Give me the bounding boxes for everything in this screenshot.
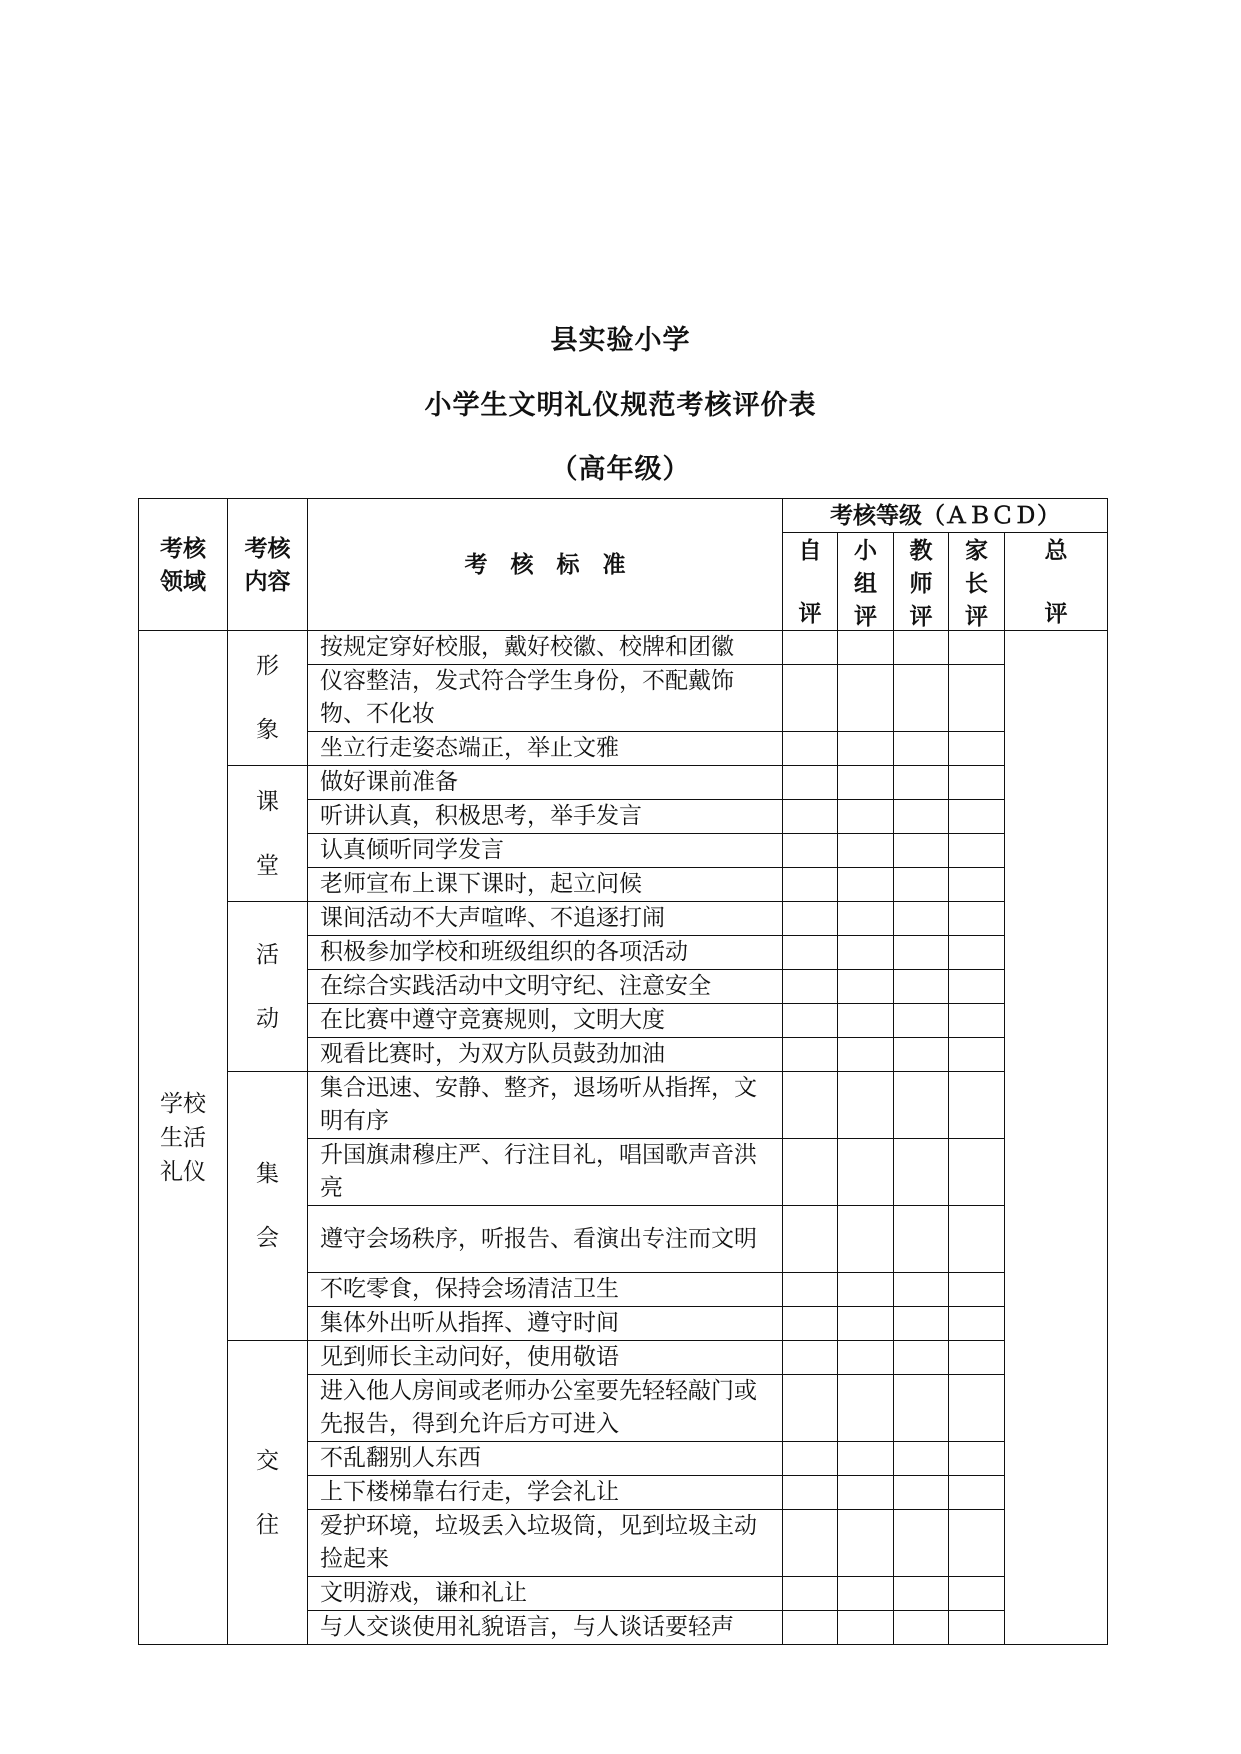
score-cell[interactable] — [783, 1375, 838, 1442]
criterion-text: 爱护环境，垃圾丢入垃圾筒，见到垃圾主动捡起来 — [308, 1510, 783, 1577]
score-cell[interactable] — [783, 1510, 838, 1577]
score-cell[interactable] — [894, 936, 949, 970]
score-cell[interactable] — [894, 1139, 949, 1206]
score-cell[interactable] — [949, 631, 1005, 665]
score-cell[interactable] — [894, 800, 949, 834]
score-cell[interactable] — [894, 1577, 949, 1611]
criterion-text: 听讲认真，积极思考，举手发言 — [308, 800, 783, 834]
score-cell[interactable] — [949, 665, 1005, 732]
score-cell[interactable] — [949, 800, 1005, 834]
score-cell[interactable] — [838, 766, 894, 800]
score-cell[interactable] — [783, 1442, 838, 1476]
category-cell: 集 会 — [228, 1072, 308, 1341]
score-cell[interactable] — [949, 1510, 1005, 1577]
criterion-text: 不乱翻别人东西 — [308, 1442, 783, 1476]
criterion-text: 进入他人房间或老师办公室要先轻轻敲门或先报告，得到允许后方可进入 — [308, 1375, 783, 1442]
criterion-text: 观看比赛时，为双方队员鼓劲加油 — [308, 1038, 783, 1072]
score-cell[interactable] — [838, 936, 894, 970]
score-cell[interactable] — [949, 868, 1005, 902]
criterion-text: 集体外出听从指挥、遵守时间 — [308, 1307, 783, 1341]
score-cell[interactable] — [838, 1341, 894, 1375]
score-cell[interactable] — [838, 631, 894, 665]
score-cell[interactable] — [838, 1004, 894, 1038]
total-score-cell[interactable] — [1005, 631, 1108, 1645]
score-cell[interactable] — [949, 1139, 1005, 1206]
header-parent-eval: 家 长 评 — [949, 533, 1005, 631]
score-cell[interactable] — [949, 1206, 1005, 1273]
criterion-text: 课间活动不大声喧哗、不追逐打闹 — [308, 902, 783, 936]
score-cell[interactable] — [783, 1004, 838, 1038]
area-cell: 学校 生活 礼仪 — [139, 631, 228, 1645]
score-cell[interactable] — [838, 970, 894, 1004]
score-cell[interactable] — [783, 1611, 838, 1645]
score-cell[interactable] — [838, 1442, 894, 1476]
score-cell[interactable] — [949, 1307, 1005, 1341]
criterion-text: 老师宣布上课下课时，起立问候 — [308, 868, 783, 902]
score-cell[interactable] — [949, 1375, 1005, 1442]
score-cell[interactable] — [894, 902, 949, 936]
criterion-text: 升国旗肃穆庄严、行注目礼，唱国歌声音洪亮 — [308, 1139, 783, 1206]
criterion-text: 坐立行走姿态端正，举止文雅 — [308, 732, 783, 766]
score-cell[interactable] — [894, 970, 949, 1004]
score-cell[interactable] — [838, 1273, 894, 1307]
score-cell[interactable] — [783, 732, 838, 766]
category-cell: 形 象 — [228, 631, 308, 766]
score-cell[interactable] — [949, 834, 1005, 868]
table-row — [139, 902, 1108, 936]
score-cell[interactable] — [949, 1577, 1005, 1611]
score-cell[interactable] — [783, 1038, 838, 1072]
score-cell[interactable] — [838, 1072, 894, 1139]
category-cell: 交 往 — [228, 1341, 308, 1645]
score-cell[interactable] — [838, 1611, 894, 1645]
score-cell[interactable] — [949, 732, 1005, 766]
criterion-text: 文明游戏，谦和礼让 — [308, 1577, 783, 1611]
form-title: 小学生文明礼仪规范考核评价表 — [424, 390, 817, 421]
score-cell[interactable] — [894, 1004, 949, 1038]
score-cell[interactable] — [838, 1510, 894, 1577]
score-cell[interactable] — [838, 902, 894, 936]
criterion-text: 不吃零食，保持会场清洁卫生 — [308, 1273, 783, 1307]
score-cell[interactable] — [949, 1476, 1005, 1510]
score-cell[interactable] — [894, 1510, 949, 1577]
score-cell[interactable] — [783, 868, 838, 902]
criterion-text: 集合迅速、安静、整齐，退场听从指挥，文明有序 — [308, 1072, 783, 1139]
header-content: 考核 内容 — [228, 499, 308, 631]
table-row — [139, 631, 1108, 665]
score-cell[interactable] — [894, 1038, 949, 1072]
score-cell[interactable] — [838, 1038, 894, 1072]
school-name: 县实验小学 — [550, 325, 691, 356]
score-cell[interactable] — [949, 936, 1005, 970]
header-criteria: 考 核 标 准 — [308, 499, 783, 631]
score-cell[interactable] — [949, 1038, 1005, 1072]
score-cell[interactable] — [949, 970, 1005, 1004]
score-cell[interactable] — [949, 1072, 1005, 1139]
score-cell[interactable] — [894, 665, 949, 732]
score-cell[interactable] — [838, 1476, 894, 1510]
header-total-eval: 总 评 — [1005, 533, 1108, 631]
score-cell[interactable] — [783, 665, 838, 732]
score-cell[interactable] — [783, 1307, 838, 1341]
score-cell[interactable] — [894, 1273, 949, 1307]
score-cell[interactable] — [949, 766, 1005, 800]
score-cell[interactable] — [783, 1206, 838, 1273]
score-cell[interactable] — [783, 766, 838, 800]
score-cell[interactable] — [949, 1611, 1005, 1645]
score-cell[interactable] — [894, 732, 949, 766]
score-cell[interactable] — [838, 1577, 894, 1611]
score-cell[interactable] — [783, 1341, 838, 1375]
criterion-text: 认真倾听同学发言 — [308, 834, 783, 868]
criterion-text: 遵守会场秩序，听报告、看演出专注而文明 — [308, 1206, 783, 1273]
criterion-text: 按规定穿好校服，戴好校徽、校牌和团徽 — [308, 631, 783, 665]
score-cell[interactable] — [838, 1139, 894, 1206]
score-cell[interactable] — [783, 800, 838, 834]
score-cell[interactable] — [949, 902, 1005, 936]
table-row — [139, 1341, 1108, 1375]
score-cell[interactable] — [894, 834, 949, 868]
score-cell[interactable] — [949, 1442, 1005, 1476]
score-cell[interactable] — [783, 834, 838, 868]
score-cell[interactable] — [894, 1341, 949, 1375]
table-row — [139, 1072, 1108, 1139]
score-cell[interactable] — [838, 800, 894, 834]
category-cell: 课 堂 — [228, 766, 308, 902]
score-cell[interactable] — [783, 1273, 838, 1307]
score-cell[interactable] — [838, 665, 894, 732]
score-cell[interactable] — [838, 868, 894, 902]
header-group-eval: 小 组 评 — [838, 533, 894, 631]
score-cell[interactable] — [838, 732, 894, 766]
score-cell[interactable] — [783, 1476, 838, 1510]
criterion-text: 上下楼梯靠右行走，学会礼让 — [308, 1476, 783, 1510]
header-teacher-eval: 教 师 评 — [894, 533, 949, 631]
score-cell[interactable] — [783, 936, 838, 970]
score-cell[interactable] — [949, 1273, 1005, 1307]
category-cell: 活 动 — [228, 902, 308, 1072]
score-cell[interactable] — [894, 1442, 949, 1476]
score-cell[interactable] — [783, 1072, 838, 1139]
score-cell[interactable] — [894, 1375, 949, 1442]
score-cell[interactable] — [949, 1341, 1005, 1375]
score-cell[interactable] — [894, 1206, 949, 1273]
header-area: 考核 领域 — [139, 499, 228, 631]
score-cell[interactable] — [838, 1307, 894, 1341]
score-cell[interactable] — [838, 834, 894, 868]
criterion-text: 在比赛中遵守竞赛规则，文明大度 — [308, 1004, 783, 1038]
criterion-text: 见到师长主动问好，使用敬语 — [308, 1341, 783, 1375]
score-cell[interactable] — [894, 766, 949, 800]
score-cell[interactable] — [894, 1072, 949, 1139]
grade-subtitle: （高年级） — [550, 454, 691, 485]
score-cell[interactable] — [894, 631, 949, 665]
header-self-eval: 自 评 — [783, 533, 838, 631]
criterion-text: 与人交谈使用礼貌语言，与人谈话要轻声 — [308, 1611, 783, 1645]
criterion-text: 在综合实践活动中文明守纪、注意安全 — [308, 970, 783, 1004]
criterion-text: 仪容整洁，发式符合学生身份，不配戴饰物、不化妆 — [308, 665, 783, 732]
score-cell[interactable] — [783, 970, 838, 1004]
score-cell[interactable] — [838, 1375, 894, 1442]
score-cell[interactable] — [894, 1611, 949, 1645]
criterion-text: 做好课前准备 — [308, 766, 783, 800]
criterion-text: 积极参加学校和班级组织的各项活动 — [308, 936, 783, 970]
score-cell[interactable] — [783, 631, 838, 665]
score-cell[interactable] — [894, 1476, 949, 1510]
table-row — [139, 766, 1108, 800]
score-cell[interactable] — [894, 1307, 949, 1341]
header-grade-level: 考核等级（ＡＢＣＤ） — [783, 499, 1108, 533]
score-cell[interactable] — [838, 1206, 894, 1273]
score-cell[interactable] — [949, 1004, 1005, 1038]
score-cell[interactable] — [783, 1577, 838, 1611]
evaluation-table — [138, 498, 1108, 1645]
score-cell[interactable] — [783, 1139, 838, 1206]
score-cell[interactable] — [783, 902, 838, 936]
score-cell[interactable] — [894, 868, 949, 902]
